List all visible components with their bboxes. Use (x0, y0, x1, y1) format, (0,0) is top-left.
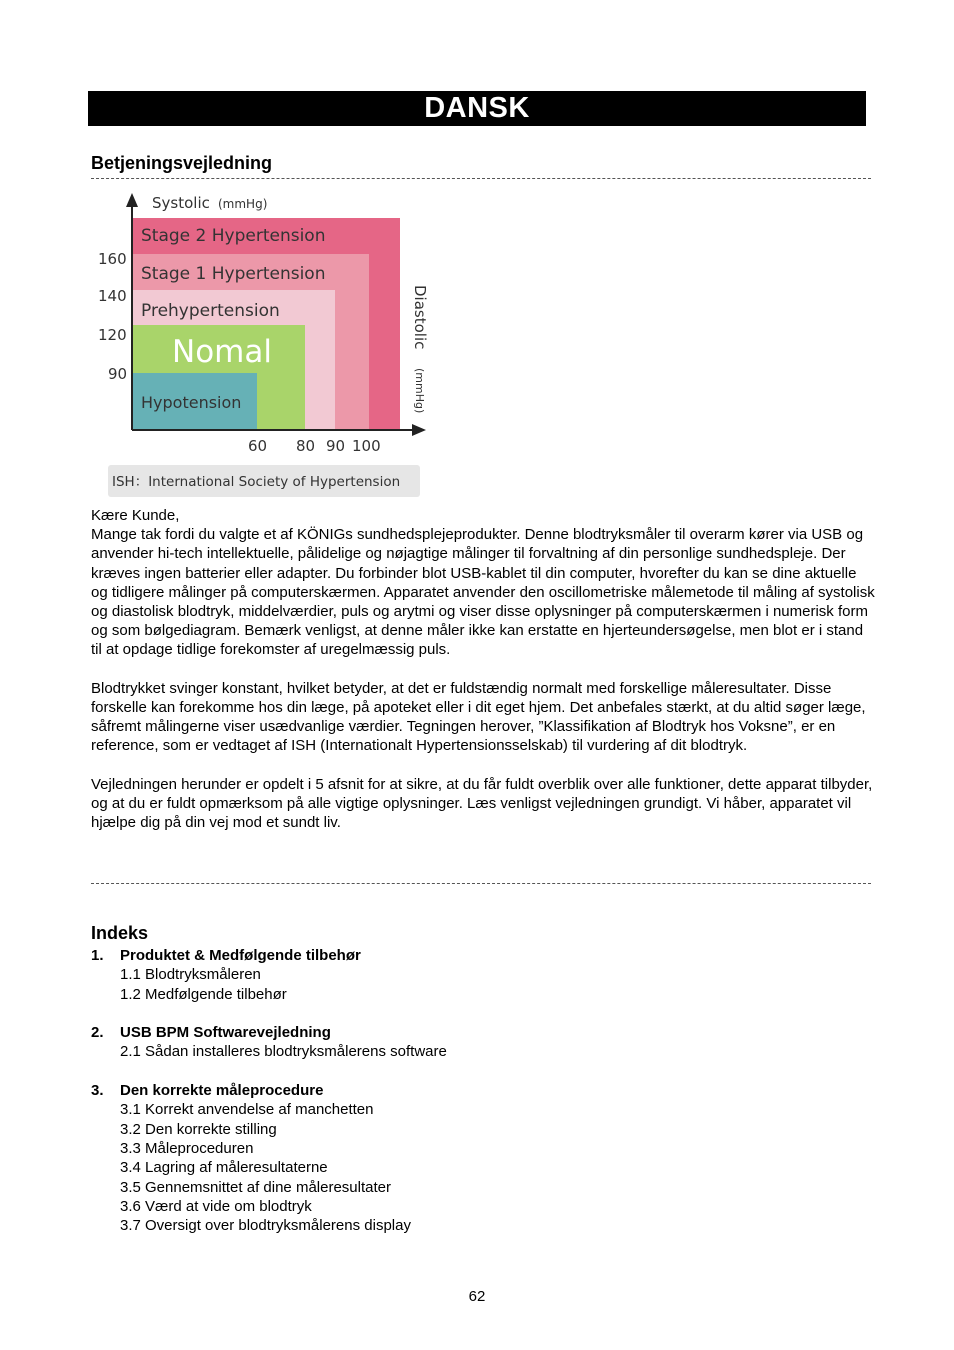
index-item: 3.2 Den korrekte stilling (120, 1120, 277, 1138)
y-tick-label: 90 (108, 365, 128, 383)
zone-hypotension-label: Hypotension (141, 393, 242, 412)
x-tick-label: 90 (326, 437, 346, 455)
classification-svg (92, 190, 432, 500)
index-item: 3.4 Lagring af måleresultaterne (120, 1159, 328, 1177)
x-axis-unit: (mmHg) (413, 368, 426, 414)
intro-paragraph-3: Vejledningen herunder er opdelt i 5 afsnit for at sikre, at du får fuldt overblik over alle funktioner, dette apparat tilbyder, og at du er fuldt opmærksom på alle vigtige oplysninger. Læs venligst vejledningen grundigt. Vi håber, apparatet vil hjælpe dig på din vej mod et sundt liv. (91, 775, 873, 832)
index-heading (91, 946, 791, 965)
y-axis-unit: (mmHg) (218, 197, 268, 211)
index-title: Indeks (91, 923, 149, 943)
section-title: Betjeningsvejledning (91, 153, 273, 173)
x-axis-label: Diastolic (411, 285, 429, 350)
page-number: 62 (468, 1288, 486, 1305)
index-heading-title: Den korrekte måleprocedure (120, 1082, 324, 1100)
zone-stage2-label: Stage 2 Hypertension (141, 226, 326, 246)
index-item: 3.6 Værd at vide om blodtryk (120, 1197, 312, 1215)
intro-paragraph-2: Blodtrykket svinger konstant, hvilket betyder, at det er fuldstændig normalt med forskellige måleresultater. Disse forskelle kan forekomme hos din læge, på apoteket eller i dit eget hjem. Det anbefales stærkt, at du altid søger læge, såfremt målingerne viser usædvanlige værdier. Tegningen herover, ”Klassifikation af Blodtryk hos Voksne”, er en reference, som er vedtaget af ISH (Internationalt Hypertensionsselskab) til vurdering af dit blodtryk. (91, 679, 866, 755)
index-item: 3.5 Gennemsnittet af dine måleresultater (120, 1178, 391, 1196)
x-axis-arrow-icon (412, 424, 426, 436)
greeting: Kære Kunde, (91, 507, 180, 524)
zone-normal-label: Nomal (172, 334, 272, 370)
index-item: 2.1 Sådan installeres blodtryksmålerens software (120, 1043, 447, 1061)
intro-text (91, 506, 876, 832)
index-number: 1. (91, 947, 104, 964)
y-tick-label: 120 (98, 326, 127, 344)
y-tick-label: 160 (98, 250, 127, 268)
y-axis-arrow-icon (126, 193, 138, 207)
index-item: 3.3 Måleproceduren (120, 1139, 254, 1157)
index-number: 3. (91, 1082, 104, 1100)
index-heading (91, 1023, 791, 1042)
index-group-3 (91, 1081, 791, 1235)
index-item: 1.2 Medfølgende tilbehør (120, 985, 287, 1003)
blood-pressure-classification-figure (92, 190, 432, 500)
caption-text: ISH：International Society of Hypertension (112, 474, 401, 490)
index-item: 1.1 Blodtryksmåleren (120, 966, 261, 984)
index-item: 3.1 Korrekt anvendelse af manchetten (120, 1101, 374, 1119)
index-number: 2. (91, 1024, 104, 1042)
intro-paragraph-1: Mange tak fordi du valgte et af KÖNIGs sundhedsplejeprodukter. Denne blodtryksmåler til overarm kører via USB og anvender hi-tech intellektuelle, pålidelige og nøjagtige målinger til forvaltning af din personlige sundhedspleje. Der kræves ingen batterier eller adapter. Du forbinder blot USB-kablet til din computer, hvorefter du kan se dine aktuelle og tidligere målinger på computerskærmen. Apparatet anvender den oscillometriske målemetode til måling af systolisk og diastolisk blodtryk, middelværdier, puls og arytmi og viser disse oplysninger på computerskærmen i numerisk form og som bølgediagram. Bemærk venligst, at denne måler ikke kan erstatte en hjerteundersøgelse, men blot er i stand til at opdage tidlige forekomster af uregelmæssig puls. (91, 526, 875, 659)
x-tick-label: 80 (296, 437, 316, 455)
y-axis-label: Systolic (152, 194, 210, 212)
zone-stage1-label: Stage 1 Hypertension (141, 264, 326, 284)
dashed-divider-top (91, 178, 871, 179)
index-item: 3.7 Oversigt over blodtryksmålerens display (120, 1217, 411, 1235)
index-group-1 (91, 946, 791, 1004)
x-tick-label: 60 (248, 437, 268, 455)
dashed-divider-bottom (91, 883, 871, 884)
zone-prehypertension-label: Prehypertension (141, 301, 280, 321)
x-tick-label: 100 (352, 437, 381, 455)
y-tick-label: 140 (98, 287, 127, 305)
index-list (91, 946, 791, 1255)
index-group-2 (91, 1023, 791, 1062)
language-banner: DANSK (88, 91, 866, 126)
index-heading (91, 1081, 791, 1100)
index-heading-title: USB BPM Softwarevejledning (120, 1024, 331, 1042)
index-heading-title: Produktet & Medfølgende tilbehør (120, 947, 361, 964)
